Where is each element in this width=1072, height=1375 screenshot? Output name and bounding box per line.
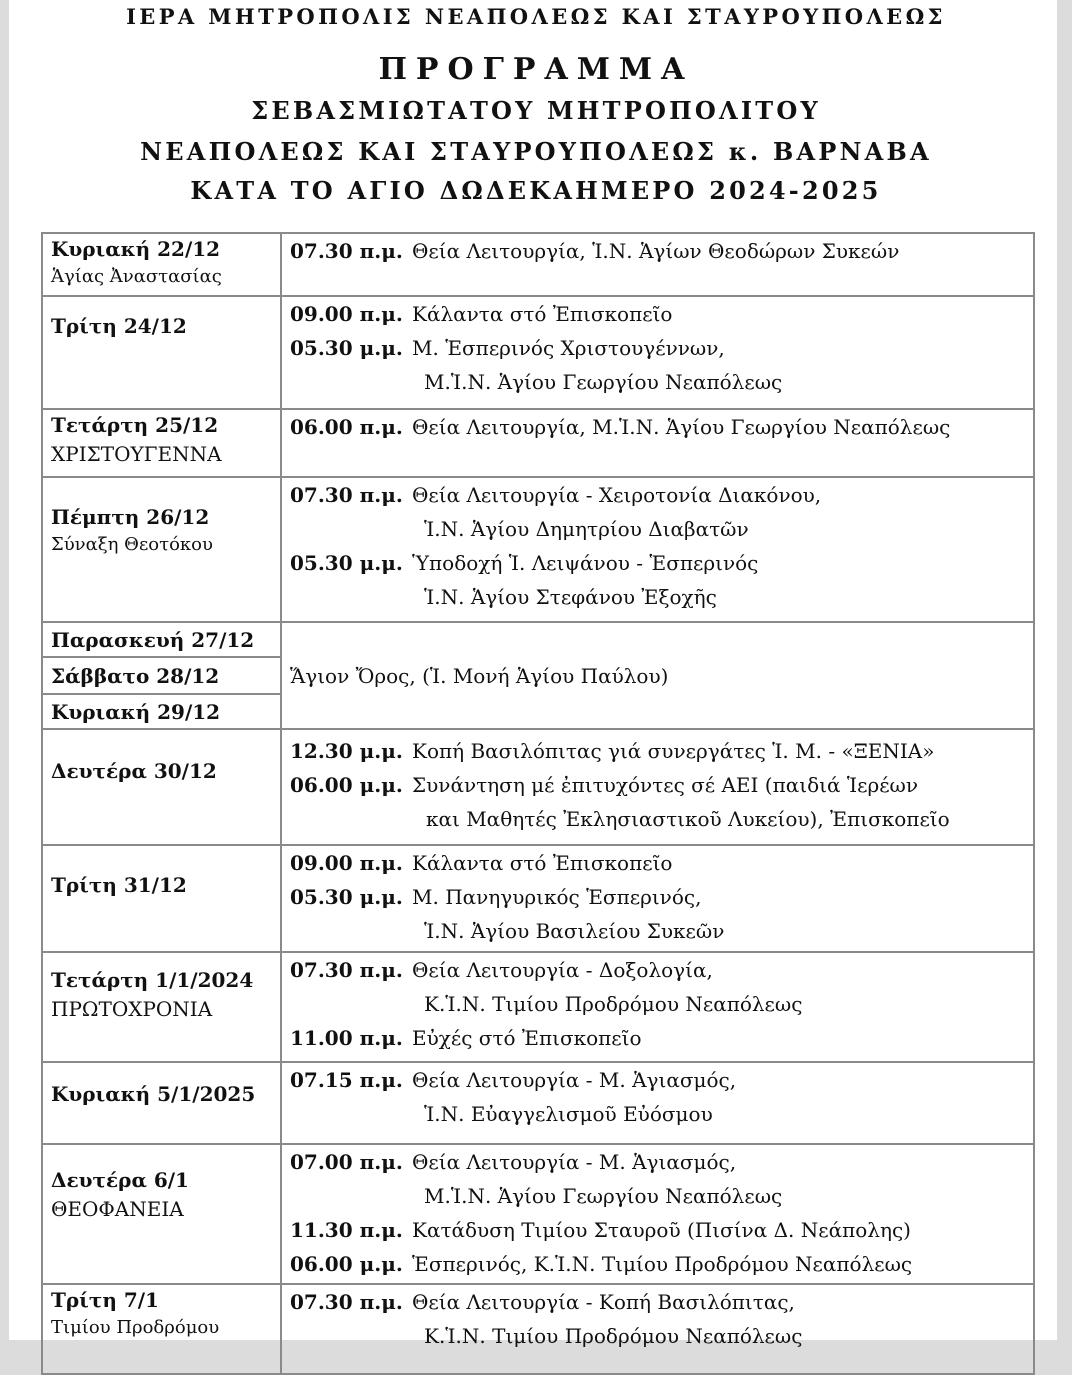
event-line: [290, 880, 1033, 914]
day-label: Τρίτη 24/12: [51, 314, 187, 338]
event-text: Θεία Λειτουργία - Μ. Ἁγιασμός,: [412, 1150, 737, 1174]
event-time: 07.30 π.μ.: [290, 1290, 403, 1314]
event-text-continued: Ἱ.Ν. Εὐαγγελισμοῦ Εὐόσμου: [424, 1102, 713, 1126]
subtitle-line-1: ΣΕΒΑΣΜΙΩΤΑΤΟΥ ΜΗΤΡΟΠΟΛΙΤΟΥ: [251, 96, 821, 125]
table-row: [42, 1062, 1034, 1144]
event-line: [290, 768, 1033, 802]
events-cell: [281, 1062, 1034, 1144]
event-text: Ἑσπερινός, Κ.Ἱ.Ν. Τιμίου Προδρόμου Νεαπόλεως: [412, 1252, 913, 1276]
event-line: [290, 331, 1033, 365]
event-line: [290, 546, 1033, 580]
event-text-continued: Μ.Ἱ.Ν. Ἁγίου Γεωργίου Νεαπόλεως: [424, 370, 783, 394]
events-cell: [281, 233, 1034, 296]
table-row: [42, 1284, 1034, 1374]
table-row: [42, 622, 1034, 657]
event-time: 07.30 π.μ.: [290, 239, 403, 263]
event-text: Θεία Λειτουργία - Δοξολογία,: [412, 958, 713, 982]
day-note: ΧΡΙΣΤΟΥΓΕΝΝΑ: [51, 442, 222, 466]
day-cell: [42, 296, 281, 409]
event-line: [290, 953, 1033, 987]
event-text: Μ. Πανηγυρικός Ἑσπερινός,: [412, 885, 702, 909]
events-cell: [281, 622, 1034, 729]
table-row: [42, 1144, 1034, 1284]
event-text-continued: Κ.Ἱ.Ν. Τιμίου Προδρόμου Νεαπόλεως: [424, 992, 803, 1016]
day-cell: [42, 1144, 281, 1284]
event-line: [290, 234, 1033, 268]
event-text-continued: Ἱ.Ν. Ἁγίου Βασιλείου Συκεῶν: [424, 919, 725, 943]
day-note: Σύναξη Θεοτόκου: [51, 534, 213, 555]
event-text-continued: Ἱ.Ν. Ἁγίου Δημητρίου Διαβατῶν: [424, 517, 749, 541]
event-text-continued: Κ.Ἱ.Ν. Τιμίου Προδρόμου Νεαπόλεως: [424, 1324, 803, 1348]
document-title: ΠΡΟΓΡΑΜΜΑ: [378, 52, 694, 87]
events-cell: [281, 1284, 1034, 1374]
event-text: Θεία Λειτουργία - Χειροτονία Διακόνου,: [412, 483, 822, 507]
event-text: Θεία Λειτουργία - Κοπή Βασιλόπιτας,: [412, 1290, 795, 1314]
event-text: Μ. Ἑσπερινός Χριστουγέννων,: [412, 336, 725, 360]
day-cell: [42, 622, 281, 657]
event-time: 05.30 μ.μ.: [290, 551, 403, 575]
event-text: Κατάδυση Τιμίου Σταυροῦ (Πισίνα Δ. Νεάπολης): [412, 1218, 911, 1242]
day-cell: [42, 1284, 281, 1374]
day-label: Πέμπτη 26/12: [51, 505, 210, 529]
event-line: [290, 478, 1033, 512]
day-cell: [42, 694, 281, 729]
schedule-table: [41, 232, 1035, 1375]
events-cell: [281, 845, 1034, 952]
event-time: 06.00 μ.μ.: [290, 773, 403, 797]
event-text: Κοπή Βασιλόπιτας γιά συνεργάτες Ἱ. Μ. - «ΞΕΝΙΑ»: [412, 739, 935, 763]
day-cell: [42, 477, 281, 622]
table-row: [42, 952, 1034, 1062]
event-time: 07.30 π.μ.: [290, 958, 403, 982]
event-text: Ὑποδοχή Ἱ. Λειψάνου - Ἑσπερινός: [412, 551, 759, 575]
day-label: Παρασκευή 27/12: [51, 627, 255, 652]
event-text: Συνάντηση μέ ἐπιτυχόντες σέ ΑΕΙ (παιδιά Ἱερέων: [412, 773, 919, 797]
event-time: 07.30 π.μ.: [290, 483, 403, 507]
event-time: 09.00 π.μ.: [290, 302, 403, 326]
event-line: [290, 734, 1033, 768]
day-label: Τρίτη 7/1: [51, 1288, 159, 1312]
event-text: Κάλαντα στό Ἐπισκοπεῖο: [412, 302, 673, 326]
event-line: [290, 1247, 1033, 1281]
day-label: Κυριακή 29/12: [51, 699, 221, 724]
event-time: 06.00 μ.μ.: [290, 1252, 403, 1276]
subtitle-line-3: ΚΑΤΑ ΤΟ ΑΓΙΟ ΔΩΔΕΚΑΗΜΕΡΟ 2024-2025: [190, 176, 882, 205]
day-note: Ἁγίας Ἀναστασίας: [51, 266, 222, 287]
day-cell: [42, 233, 281, 296]
day-label: Τετάρτη 25/12: [51, 413, 219, 437]
day-label: Σάββατο 28/12: [51, 663, 220, 688]
event-text-continued: και Μαθητές Ἐκλησιαστικοῦ Λυκείου), Ἐπισκοπεῖο: [426, 807, 950, 831]
day-label: Κυριακή 5/1/2025: [51, 1082, 256, 1106]
event-line: [290, 410, 1033, 444]
day-cell: [42, 729, 281, 845]
day-cell: [42, 845, 281, 952]
events-cell: [281, 729, 1034, 845]
events-cell: [281, 296, 1034, 409]
day-note: ΠΡΩΤΟΧΡΟΝΙΑ: [51, 997, 213, 1021]
event-text-continued: Ἱ.Ν. Ἁγίου Στεφάνου Ἐξοχῆς: [424, 585, 717, 609]
event-text: Θεία Λειτουργία, Μ.Ἱ.Ν. Ἁγίου Γεωργίου Νεαπόλεως: [412, 415, 951, 439]
day-cell: [42, 657, 281, 694]
event-time: 05.30 μ.μ.: [290, 336, 403, 360]
event-line: [290, 1213, 1033, 1247]
events-cell: [281, 409, 1034, 477]
event-line: [290, 1285, 1033, 1319]
day-note: Τιμίου Προδρόμου: [51, 1317, 220, 1338]
event-time: 07.15 π.μ.: [290, 1068, 403, 1092]
event-text: Κάλαντα στό Ἐπισκοπεῖο: [412, 851, 673, 875]
event-time: 11.00 π.μ.: [290, 1026, 403, 1050]
table-row: [42, 296, 1034, 409]
table-row: [42, 729, 1034, 845]
event-line: [290, 297, 1033, 331]
table-row: [42, 477, 1034, 622]
event-line: [290, 1145, 1033, 1179]
event-text: Εὐχές στό Ἐπισκοπεῖο: [412, 1026, 642, 1050]
event-line: [290, 1063, 1033, 1097]
table-row: [42, 409, 1034, 477]
organization-heading: ΙΕΡΑ ΜΗΤΡΟΠΟΛΙΣ ΝΕΑΠΟΛΕΩΣ ΚΑΙ ΣΤΑΥΡΟΥΠΟΛΕΩΣ: [126, 4, 946, 29]
event-text: Θεία Λειτουργία, Ἱ.Ν. Ἁγίων Θεοδώρων Συκεών: [412, 239, 900, 263]
event-line: [290, 846, 1033, 880]
event-time: 05.30 μ.μ.: [290, 885, 403, 909]
events-cell: [281, 952, 1034, 1062]
day-label: Τετάρτη 1/1/2024: [51, 968, 254, 992]
day-label: Δευτέρα 30/12: [51, 759, 217, 783]
day-label: Δευτέρα 6/1: [51, 1168, 189, 1192]
event-time: 11.30 π.μ.: [290, 1218, 403, 1242]
table-row: [42, 845, 1034, 952]
events-cell: [281, 477, 1034, 622]
event-text: Ἅγιον Ὄρος, (Ἱ. Μονή Ἁγίου Παύλου): [290, 663, 669, 688]
event-line: [290, 1021, 1033, 1055]
event-time: 07.00 π.μ.: [290, 1150, 403, 1174]
events-cell: [281, 1144, 1034, 1284]
day-cell: [42, 1062, 281, 1144]
event-time: 09.00 π.μ.: [290, 851, 403, 875]
day-note: ΘΕΟΦΑΝΕΙΑ: [51, 1197, 184, 1221]
event-time: 06.00 π.μ.: [290, 415, 403, 439]
day-cell: [42, 952, 281, 1062]
day-label: Κυριακή 22/12: [51, 237, 221, 261]
day-label: Τρίτη 31/12: [51, 873, 187, 897]
day-cell: [42, 409, 281, 477]
subtitle-line-2: ΝΕΑΠΟΛΕΩΣ ΚΑΙ ΣΤΑΥΡΟΥΠΟΛΕΩΣ κ. ΒΑΡΝΑΒΑ: [140, 137, 932, 166]
table-row: [42, 233, 1034, 296]
event-text: Θεία Λειτουργία - Μ. Ἁγιασμός,: [412, 1068, 737, 1092]
event-text-continued: Μ.Ἱ.Ν. Ἁγίου Γεωργίου Νεαπόλεως: [424, 1184, 783, 1208]
event-time: 12.30 μ.μ.: [290, 739, 403, 763]
